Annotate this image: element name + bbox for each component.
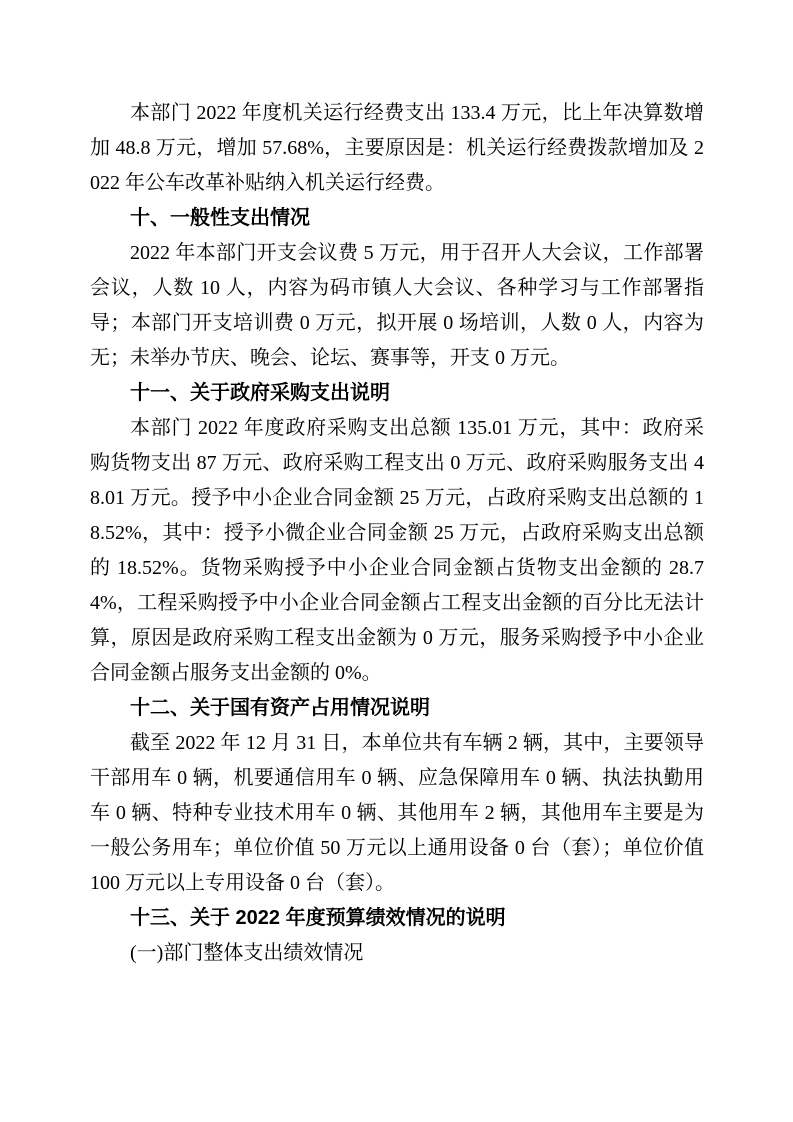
paragraph-government-procurement: 本部门 2022 年度政府采购支出总额 135.01 万元，其中：政府采购货物支出 87 万元、政府采购工程支出 0 万元、政府采购服务支出 48.01 万元。授予中小企业合同金额 25 万元，占政府采购支出总额的 18.52%，其中：授予小微企业合同金额 25 万元，占政府采购支出总额的 18.52%。货物采购授予中小企业合同金额占货物支出金额的 28.74%，工程采购授予中小企业合同金额占工程支出金额的百分比无法计算，原因是政府采购工程支出金额为 0 万元，服务采购授予中小企业合同金额占服务支出金额的 0%。	[90, 417, 704, 684]
paragraph-state-assets-occupancy: 截至 2022 年 12 月 31 日，本单位共有车辆 2 辆，其中，主要领导干部用车 0 辆，机要通信用车 0 辆、应急保障用车 0 辆、执法执勤用车 0 辆、特种专业技术用车 0 辆、其他用车 2 辆，其他用车主要是为一般公务用车；单位价值 50 万元以上通用设备 0 台（套）；单位价值 100 万元以上专用设备 0 台（套）。	[90, 732, 704, 894]
heading-section-12-state-assets-occupancy: 十二、关于国有资产占用情况说明	[130, 697, 430, 719]
document-content	[90, 96, 704, 971]
paragraph-general-expenditure: 2022 年本部门开支会议费 5 万元，用于召开人大会议，工作部署会议，人数 10 人，内容为码市镇人大会议、各种学习与工作部署指导；本部门开支培训费 0 万元，拟开展 0 场培训，人数 0 人，内容为无；未举办节庆、晚会、论坛、赛事等，开支 0 万元。	[90, 242, 704, 369]
heading-section-13-budget-performance: 十三、关于 2022 年度预算绩效情况的说明	[130, 907, 506, 929]
paragraph-org-running-costs: 本部门 2022 年度机关运行经费支出 133.4 万元，比上年决算数增加 48.8 万元，增加 57.68%，主要原因是：机关运行经费拨款增加及 2022 年公车改革补贴纳入机关运行经费。	[90, 102, 704, 194]
paragraph-department-overall-performance: (一)部门整体支出绩效情况	[130, 942, 364, 964]
heading-section-11-government-procurement: 十一、关于政府采购支出说明	[130, 382, 390, 404]
heading-section-10-general-expenditure: 十、一般性支出情况	[130, 207, 310, 229]
